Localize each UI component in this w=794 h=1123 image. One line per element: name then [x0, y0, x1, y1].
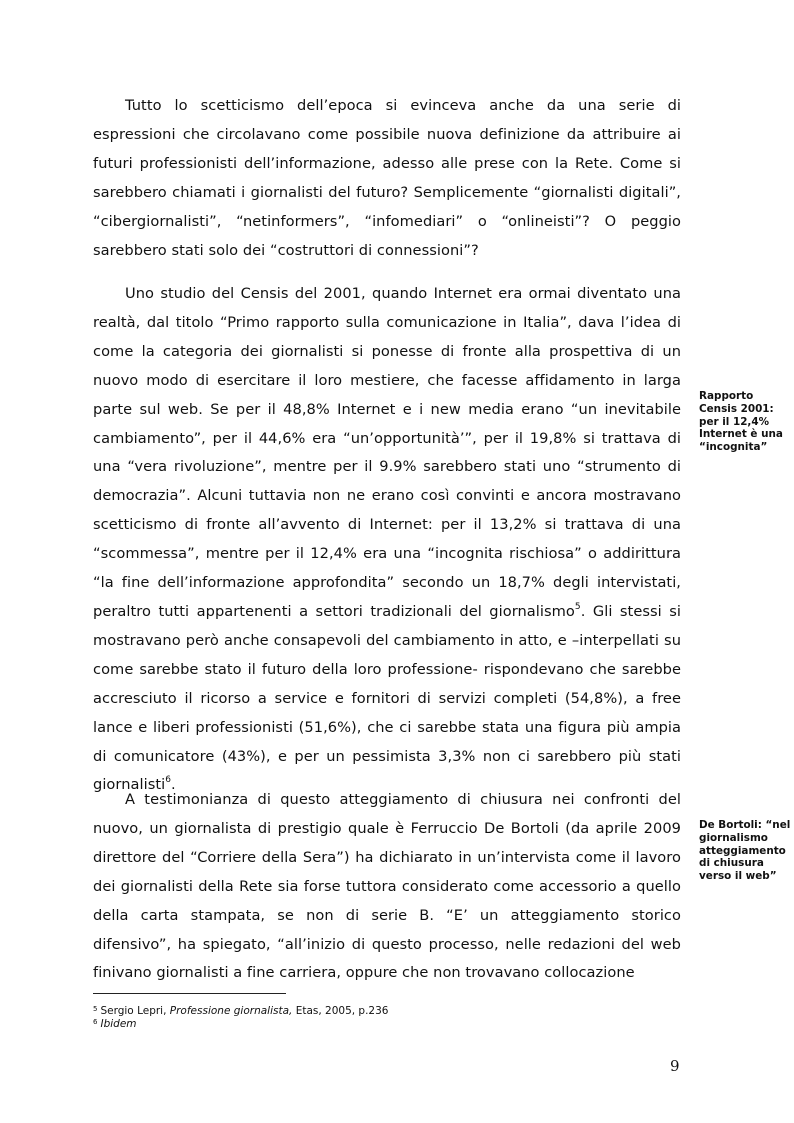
paragraph-2-part-c: .: [171, 776, 176, 794]
paragraph-2-part-b: . Gli stessi si mostravano però anche consapevoli del cambiamento in atto, e –interpellati su come sarebbe stato il futuro della loro professione- rispondevano che sarebbe accresciuto il ricorso a service e fornitori di servizi completi (54,8%), a free lance e liberi professionisti (51,6%), che ci sarebbe stata una figura più ampia di comunicatore (43%), e per un pessimista 3,3% non ci sarebbero più stati giornalisti: [93, 602, 681, 794]
footnote-5-rest: Etas, 2005, p.236: [292, 1005, 389, 1017]
footnote-5-number: 5: [93, 1005, 98, 1013]
paragraph-1-text: Tutto lo scetticismo dell’epoca si evinceva anche da una serie di espressioni che circolavano come possibile nuova definizione da attribuire ai futuri professionisti dell’informazione, adesso alle prese con la Rete. Come si sarebbero chiamati i giornalisti del futuro? Semplicemente “giornalisti digitali”, “cibergiornalisti”, “netinformers”, “infomediari” o “onlineisti”? O peggio sarebbero stati solo dei “costruttori di connessioni”?: [93, 97, 681, 259]
footnote-6-number: 6: [93, 1018, 98, 1026]
footnote-5-author: Sergio Lepri,: [100, 1005, 170, 1017]
footnote-ref-5[interactable]: 5: [574, 601, 581, 612]
margin-note-censis: Rapporto Censis 2001: per il 12,4% Internet è una “incognita”: [699, 390, 783, 454]
paragraph-3: [93, 786, 681, 988]
paragraph-2-text: [93, 280, 681, 800]
footnote-5: [93, 1003, 388, 1018]
footnote-6: [93, 1016, 137, 1031]
footnote-separator: [93, 993, 286, 994]
paragraph-3-text: A testimonianza di questo atteggiamento di chiusura nei confronti del nuovo, un giornalista di prestigio quale è Ferruccio De Bortoli (da aprile 2009 direttore del “Corriere della Sera”) ha dichiarato in un’intervista come il lavoro dei giornalisti della Rete sia forse tuttora considerato come accessorio a quello della carta stampata, se non di serie B. “E’ un atteggiamento storico difensivo”, ha spiegato, “all’inizio di questo processo, nelle redazioni del web finivano giornalisti a fine carriera, oppure che non trovavano collocazione: [93, 791, 681, 982]
footnote-5-title: Professione giornalista,: [169, 1005, 293, 1017]
paragraph-1: [93, 92, 681, 265]
page-number: 9: [670, 1057, 680, 1075]
margin-note-de-bortoli: De Bortoli: “nel giornalismo atteggiamento di chiusura verso il web”: [699, 819, 791, 883]
footnote-6-text: Ibidem: [100, 1018, 137, 1030]
paragraph-2: [93, 280, 681, 800]
paragraph-2-part-a: Uno studio del Censis del 2001, quando Internet era ormai diventato una realtà, dal titolo “Primo rapporto sulla comunicazione in Italia”, dava l’idea di come la categoria dei giornalisti si ponesse di fronte alla prospettiva di un nuovo modo di esercitare il loro mestiere, che facesse affidamento in larga parte sul web. Se per il 48,8% Internet e i new media erano “un inevitabile cambiamento”, per il 44,6% era “un’opportunità’”, per il 19,8% si trattava di una “vera rivoluzione”, mentre per il 9.9% sarebbero stati uno “strumento di democrazia”. Alcuni tuttavia non ne erano così convinti e ancora mostravano scetticismo di fronte all’avvento di Internet: per il 13,2% si trattava di una “scommessa”, mentre per il 12,4% era una “incognita rischiosa” o addirittura “la fine dell’informazione approfondita” secondo un 18,7% degli intervistati, peraltro tutti appartenenti a settori tradizionali del giornalismo: [93, 285, 681, 620]
footnote-ref-6[interactable]: 6: [165, 775, 172, 786]
